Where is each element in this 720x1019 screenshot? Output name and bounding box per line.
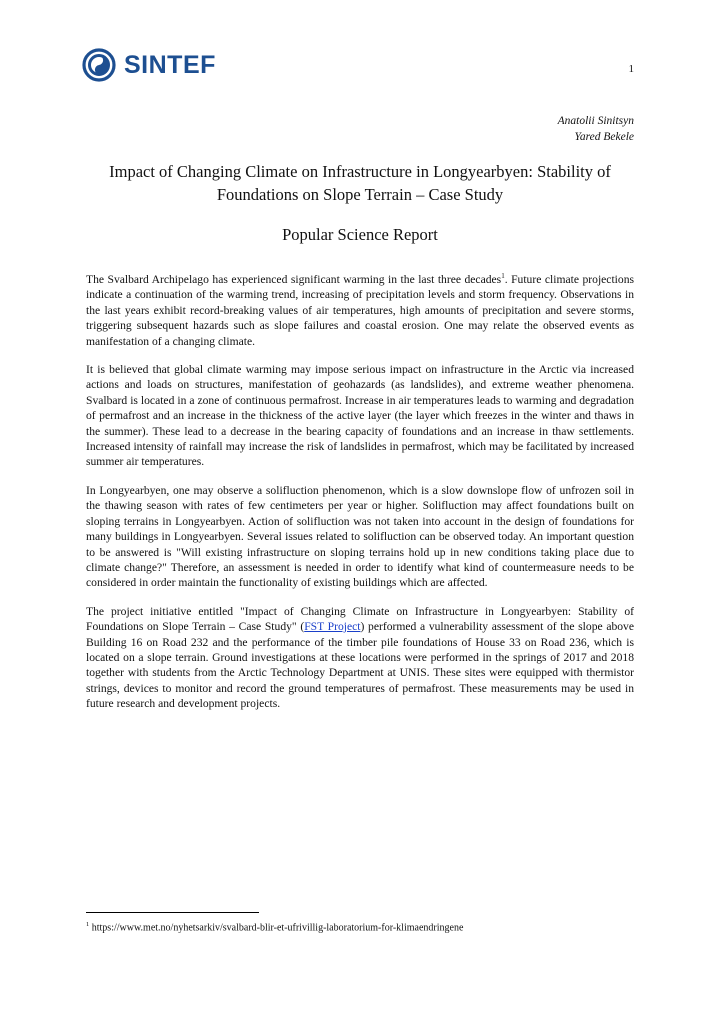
sintef-logo bbox=[82, 48, 216, 82]
logo-wordmark: SINTEF bbox=[124, 50, 216, 79]
paragraph-text: ) performed a vulnerability assessment of the slope above Building 16 on Road 232 and the performance of the timber pile foundations of House 33 on Road 236, which is located on a slope terrain. Ground investigations at these locations were performed in the springs of 2017 and 2018 together with students from the Arctic Technology Department at UNIS. These sites were equipped with thermistor strings, devices to monitor and record the ground temperatures of permafrost. These measurements may be used in future research and development projects. bbox=[86, 620, 634, 711]
footnote-divider bbox=[86, 912, 259, 913]
author-name: Anatolii Sinitsyn bbox=[557, 115, 634, 127]
paragraph-4 bbox=[86, 604, 634, 712]
paragraph-text: . Future climate projections indicate a continuation of the warming trend, increasing of precipitation levels and storm frequency. Observations in the last years exhibit record-breaking values of air temperatures, high amounts of precipitation and severe storms, triggering subsequent hazards such as slope failures and coastal erosion. One may relate the observed events as manifestation of a changing climate. bbox=[86, 273, 634, 348]
paragraph-1 bbox=[86, 272, 634, 349]
paragraph-2: It is believed that global climate warming may impose serious impact on infrastructure in the Arctic via increased actions and loads on structures, manifestation of geohazards (as landslides), and extreme weather phenomena. Svalbard is located in a zone of continuous permafrost. Increase in air temperatures leads to warming and degradation of permafrost and an increase in the thickness of the active layer (the layer which freezes in the winter and thaws in the summer). These lead to a decrease in the bearing capacity of foundations and an increase in thaw settlements. Increased intensity of rainfall may increase the risk of landslides in permafrost, which may be facilitated by increased summer air temperatures. bbox=[86, 363, 634, 469]
footnote-marker: 1 bbox=[86, 921, 90, 928]
document-subtitle: Popular Science Report bbox=[282, 225, 438, 244]
paragraph-3: In Longyearbyen, one may observe a solifluction phenomenon, which is a slow downslope flow of unfrozen soil in the thawing season with rates of few centimeters per year or higher. Solifluction may affect foundations built on sloping terrains in Longyearbyen. Action of solifluction was not taken into account in the design of foundations for many buildings in Longyearbyen. Several issues related to solifluction can be observed today. An important question to be answered is "Will existing infrastructure on sloping terrains hold up in new conditions taking place due to climate change?" Therefore, an assessment is needed in order to identify what kind of countermeasure needs to be considered in order maintain the functionality of existing buildings which are affected. bbox=[86, 483, 634, 590]
footnote-url[interactable]: https://www.met.no/nyhetsarkiv/svalbard-blir-et-ufrivillig-laboratorium-for-klimaendringene bbox=[91, 922, 464, 934]
author-name: Yared Bekele bbox=[574, 131, 634, 143]
page-number: 1 bbox=[628, 63, 634, 75]
footnote-reference[interactable]: 1 bbox=[501, 272, 505, 281]
paragraph-text: The Svalbard Archipelago has experienced significant warming in the last three decades bbox=[86, 273, 502, 286]
sintef-logo-icon bbox=[82, 48, 116, 82]
fst-project-link[interactable]: FST Project bbox=[304, 620, 361, 634]
footnote bbox=[86, 918, 463, 934]
body-text bbox=[86, 272, 634, 725]
document-title: Impact of Changing Climate on Infrastructure in Longyearbyen: Stability of Foundations on Slope Terrain – Case Study bbox=[109, 162, 611, 204]
author-list bbox=[558, 113, 634, 145]
paragraph-text: The project initiative entitled "Impact of Changing Climate on Infrastructure in Longyearbyen: Stability of Foundations on Slope Terrain – Case Study" ( bbox=[86, 604, 634, 634]
